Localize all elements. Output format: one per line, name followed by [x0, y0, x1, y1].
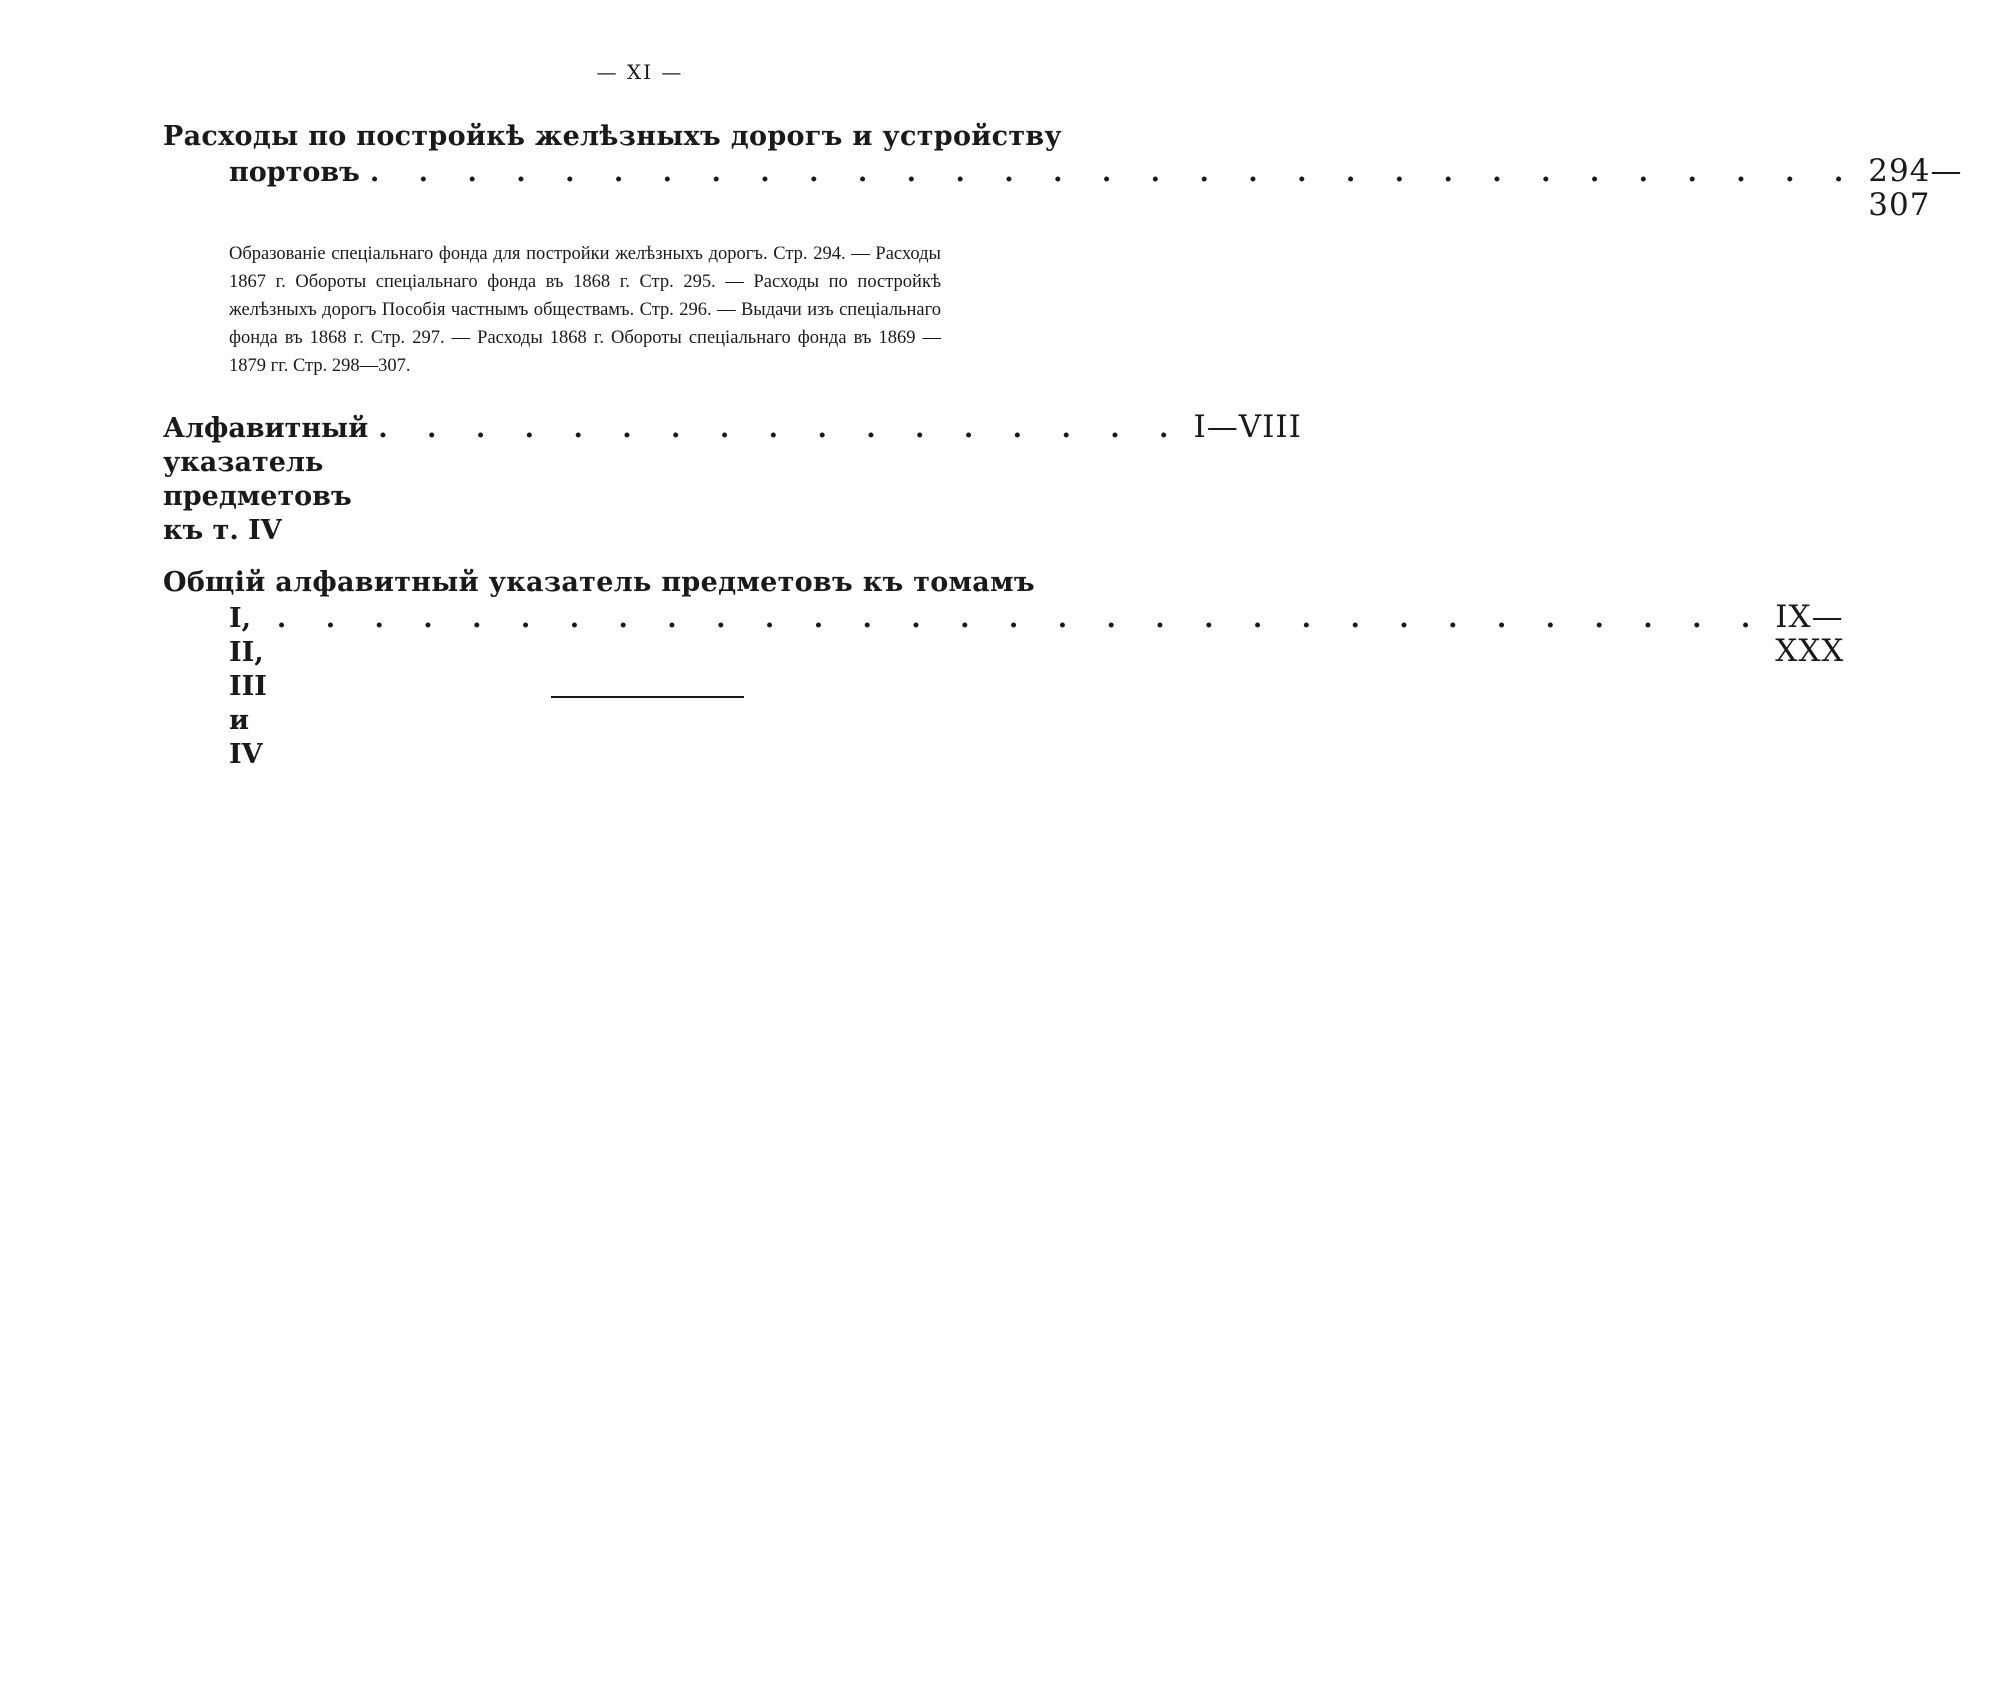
page-range: IX—XXX	[1775, 599, 1845, 669]
entry-title: Алфавитный указатель предметовъ къ т. IV	[163, 413, 369, 546]
toc-entry-alphabetical-index-vol-4	[163, 409, 1302, 548]
page-range: 294—307	[1868, 153, 1963, 223]
dot-leader: . . . . . . . . . . . . . . . . . . . . . . . . . . . . . . .	[276, 603, 1766, 634]
toc-entry-general-alphabetical-index	[163, 566, 1845, 772]
entry-title-continuation: I, II, III и IV	[229, 603, 267, 770]
entry-title-line-1: Общій алфавитный указатель предметовъ къ томамъ	[163, 567, 1035, 598]
table-of-contents	[163, 120, 1963, 772]
entry-title-line-2	[163, 599, 1845, 772]
toc-entry-railway-expenses	[163, 120, 1963, 380]
dot-leader: . . . . . . . . . . . . . . . . .	[378, 413, 1184, 444]
entry-title-line-2	[163, 153, 1963, 223]
page-range: I—VIII	[1193, 409, 1302, 445]
page-number: — XI —	[596, 60, 684, 84]
entry-title-line-1	[163, 409, 1302, 548]
entry-title-continuation: портовъ	[229, 157, 360, 188]
section-divider-rule	[551, 696, 744, 698]
entry-summary: Образованіе спеціальнаго фонда для постройки желѣзныхъ дорогъ. Стр. 294. — Расходы 1867 г. Обороты спеціальнаго фонда въ 1868 г. Стр. 295. — Расходы по постройкѣ желѣзныхъ дорогъ Пособія частнымъ обществамъ. Стр. 296. — Выдачи изъ спеціальнаго фонда въ 1868 г. Стр. 297. — Расходы 1868 г. Обороты спеціальнаго фонда въ 1869 — 1879 гг. Стр. 298—307.	[229, 244, 941, 376]
dot-leader: . . . . . . . . . . . . . . . . . . . . . . . . . . . . . . .	[369, 157, 1859, 188]
entry-title-line-1: Расходы по постройкѣ желѣзныхъ дорогъ и устройству	[163, 121, 1062, 152]
